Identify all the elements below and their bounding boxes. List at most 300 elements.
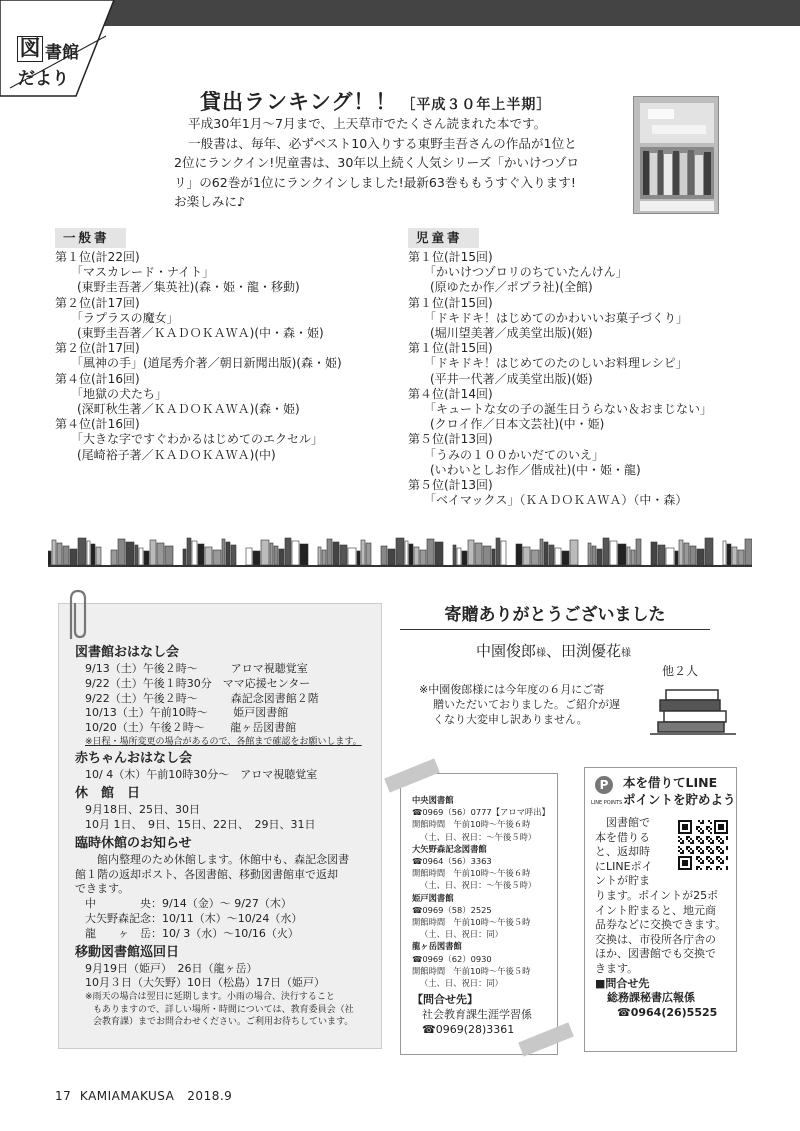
book-author: (堀川望美著／成美堂出版)(姫) bbox=[430, 326, 593, 341]
mobile-library-heading: 移動図書館巡回日 bbox=[75, 944, 180, 960]
qr-module bbox=[702, 840, 704, 842]
qr-module bbox=[722, 862, 724, 864]
qr-module bbox=[716, 838, 718, 840]
shelf-book bbox=[253, 551, 260, 565]
shelf-book bbox=[570, 540, 578, 565]
line-points-text: ントが貯ま bbox=[595, 874, 650, 888]
line-inquiry-department: 総務課秘書広報係 bbox=[607, 991, 695, 1005]
rank-label: 第１位(計15回) bbox=[408, 341, 493, 356]
line-points-box bbox=[584, 767, 737, 1052]
shelf-book bbox=[496, 538, 500, 565]
shelf-book bbox=[246, 548, 252, 565]
qr-module bbox=[708, 820, 710, 822]
donation-note bbox=[419, 682, 655, 727]
shelf-book bbox=[462, 551, 467, 565]
qr-module bbox=[696, 826, 698, 828]
book-display-photo bbox=[633, 96, 719, 214]
book-title: 「ドキドキ！はじめてのかわいいお菓子づくり」 bbox=[424, 310, 689, 325]
library-hours: 開館時間 午前10時〜午後５時 bbox=[412, 917, 531, 928]
shelf-book bbox=[555, 548, 561, 565]
qr-finder bbox=[682, 824, 688, 830]
intro-line: 一般書は、毎年、必ずベスト10入りする東野圭吾さんの作品が1位と bbox=[188, 135, 577, 151]
line-points-text: 本を借りる bbox=[595, 830, 650, 844]
storytime-row: 9/22（土）午後２時〜 森記念図書館２階 bbox=[85, 691, 319, 705]
qr-module bbox=[686, 846, 688, 848]
qr-module bbox=[698, 850, 700, 852]
qr-module bbox=[700, 838, 702, 840]
ranking-title bbox=[200, 86, 551, 116]
rank-label: 第２位(計17回) bbox=[55, 341, 140, 356]
library-hours-note: （土、日、祝日：同） bbox=[420, 978, 503, 989]
shelf-book bbox=[96, 547, 101, 565]
qr-module bbox=[700, 828, 702, 830]
shelf-book bbox=[684, 543, 689, 565]
shelf-book bbox=[118, 539, 125, 565]
qr-module bbox=[702, 842, 704, 844]
rank-label: 第１位(計15回) bbox=[408, 295, 493, 310]
shelf-book bbox=[91, 544, 95, 565]
qr-module bbox=[682, 842, 684, 844]
qr-module bbox=[718, 846, 720, 848]
shelf-book bbox=[261, 540, 269, 565]
qr-module bbox=[702, 850, 704, 852]
shelf-book bbox=[198, 544, 204, 565]
qr-module bbox=[726, 856, 728, 858]
shelf-book bbox=[333, 542, 339, 565]
list-item bbox=[55, 417, 385, 463]
qr-module bbox=[710, 832, 712, 834]
baby-storytime-row: 10/ 4（木）午前10時30分〜 アロマ視聴覚室 bbox=[85, 768, 318, 782]
qr-module bbox=[706, 848, 708, 850]
qr-module bbox=[710, 828, 712, 830]
rank-label: 第４位(計16回) bbox=[55, 371, 140, 386]
magazine-name: KAMIAMAKUSA bbox=[79, 1089, 175, 1103]
qr-module bbox=[696, 828, 698, 830]
qr-module bbox=[686, 838, 688, 840]
shelf-book bbox=[636, 539, 641, 565]
shelf-book bbox=[414, 547, 419, 565]
library-phone: ☎0964（56）3363 bbox=[412, 856, 492, 867]
list-item bbox=[55, 296, 385, 342]
shelf-book bbox=[57, 543, 62, 565]
inquiry-phone: ☎0969(28)3361 bbox=[422, 1023, 515, 1037]
book-author: (クロイ作／日本文芸社)(中・姫) bbox=[430, 417, 605, 432]
qr-module bbox=[680, 842, 682, 844]
shelf-book bbox=[48, 551, 51, 565]
qr-module bbox=[722, 860, 724, 862]
bookshelf-divider bbox=[48, 537, 752, 567]
qr-module bbox=[688, 850, 690, 852]
shelf-book bbox=[666, 548, 674, 565]
qr-module bbox=[698, 860, 700, 862]
qr-module bbox=[692, 850, 694, 852]
qr-module bbox=[696, 838, 698, 840]
intro-line: リ」の62巻が1位にランクインしました!最新63巻ももうすぐ入ります! bbox=[174, 174, 576, 190]
qr-module bbox=[688, 836, 690, 838]
temp-closure-heading: 臨時休館のお知らせ bbox=[75, 835, 192, 851]
shelf-book bbox=[631, 550, 635, 565]
qr-module bbox=[708, 840, 710, 842]
storytime-row: 10/13（土）午前10時〜 姫戸図書館 bbox=[85, 706, 289, 720]
mobile-library-note: 会教育課）までお問合わせください。ご利用お待ちしています。 bbox=[93, 1016, 354, 1027]
book-author: (平井一代著／成美堂出版)(姫) bbox=[430, 371, 593, 386]
qr-module bbox=[698, 840, 700, 842]
shelf-book bbox=[745, 539, 752, 565]
qr-module bbox=[702, 832, 704, 834]
shelf-book bbox=[270, 543, 273, 565]
list-item bbox=[55, 372, 385, 418]
shelf-book bbox=[205, 547, 212, 565]
qr-module bbox=[718, 860, 720, 862]
shelf-book bbox=[501, 541, 506, 565]
shelf-book bbox=[492, 549, 495, 565]
book-title: 「キュートな女の子の誕生日うらない＆おまじない」 bbox=[424, 402, 713, 417]
shelf-book bbox=[144, 551, 149, 565]
shelf-book bbox=[540, 539, 543, 565]
qr-module bbox=[700, 832, 702, 834]
line-points-icon: P bbox=[595, 776, 613, 794]
qr-module bbox=[726, 868, 728, 870]
shelf-book bbox=[292, 541, 299, 565]
shelf-book bbox=[675, 551, 678, 565]
closed-days-row: 10月 1日、 9日、15日、22日、 29日、31日 bbox=[85, 817, 316, 831]
qr-module bbox=[720, 852, 722, 854]
shelf-book bbox=[475, 543, 482, 565]
closed-days-row: 9月18日、25日、30日 bbox=[85, 803, 200, 817]
shelf-book bbox=[366, 543, 371, 565]
children-books-list bbox=[408, 250, 748, 508]
shelf-book bbox=[588, 543, 591, 565]
shelf-book bbox=[274, 546, 278, 565]
qr-module bbox=[706, 868, 708, 870]
library-name: 姫戸図書館 bbox=[412, 892, 454, 903]
qr-module bbox=[686, 848, 688, 850]
qr-module bbox=[698, 846, 700, 848]
qr-module bbox=[710, 852, 712, 854]
qr-module bbox=[690, 842, 692, 844]
paperclip-icon bbox=[63, 587, 91, 643]
qr-module bbox=[700, 858, 702, 860]
qr-module bbox=[680, 852, 682, 854]
intro-line: お楽しみに♪ bbox=[174, 194, 246, 209]
library-phone: ☎0969（56）0777【アロマ呼出】 bbox=[412, 807, 550, 818]
intro-line: 平成30年1月〜7月まで、上天草市でたくさん読まれた本です。 bbox=[188, 116, 547, 131]
qr-module bbox=[708, 866, 710, 868]
temp-closure-text: 館内整理のため休館します。休館中も、森記念図書 bbox=[97, 852, 350, 866]
qr-module bbox=[720, 862, 722, 864]
general-books-list bbox=[55, 250, 385, 463]
library-phone: ☎0969（62）0930 bbox=[412, 953, 492, 964]
qr-module bbox=[696, 868, 698, 870]
donor-name: 田渕優花 bbox=[561, 642, 622, 660]
qr-module bbox=[718, 856, 720, 858]
qr-module bbox=[726, 836, 728, 838]
shelf-book bbox=[348, 548, 356, 565]
library-contact bbox=[412, 843, 550, 892]
qr-module bbox=[702, 860, 704, 862]
library-hours-note: （土、日、祝日：〜午後５時） bbox=[420, 831, 537, 842]
line-points-text: ります。ポイントが25ポ bbox=[595, 889, 719, 902]
closed-days-heading: 休 館 日 bbox=[75, 786, 141, 802]
qr-module bbox=[722, 842, 724, 844]
book-display-image bbox=[634, 97, 719, 214]
book-title: 「大きな字ですぐわかるはじめてのエクセル」 bbox=[71, 432, 324, 447]
shelf-book bbox=[723, 541, 726, 565]
list-item bbox=[408, 250, 748, 296]
qr-module bbox=[712, 850, 714, 852]
shelf-book bbox=[157, 543, 164, 565]
list-item bbox=[408, 432, 748, 478]
qr-module bbox=[706, 828, 708, 830]
qr-module bbox=[722, 840, 724, 842]
list-item bbox=[408, 387, 748, 433]
list-item bbox=[408, 478, 748, 508]
shelf-book bbox=[409, 544, 413, 565]
line-points-text: 交換は、市役所各庁舎の bbox=[595, 932, 716, 946]
shelf-book bbox=[697, 549, 704, 565]
shelf-book bbox=[420, 550, 426, 565]
shelf-book bbox=[192, 541, 197, 565]
qr-module bbox=[716, 836, 718, 838]
shelf-book bbox=[300, 544, 308, 565]
qr-module bbox=[686, 836, 688, 838]
qr-module bbox=[702, 830, 704, 832]
library-hours: 開館時間 午前10時〜午後５時 bbox=[412, 965, 531, 976]
shelf-book bbox=[139, 548, 143, 565]
temp-closure-text: できます。 bbox=[75, 882, 130, 896]
line-points-body bbox=[595, 816, 675, 889]
qr-module bbox=[720, 838, 722, 840]
line-points-title-line: 本を借りてLINE bbox=[623, 775, 718, 790]
library-notices-panel bbox=[58, 603, 382, 1049]
qr-module bbox=[726, 846, 728, 848]
qr-module bbox=[726, 848, 728, 850]
shelf-book bbox=[63, 546, 69, 565]
qr-module bbox=[708, 826, 710, 828]
qr-module bbox=[712, 860, 714, 862]
qr-module bbox=[680, 838, 682, 840]
qr-module bbox=[710, 868, 712, 870]
qr-module bbox=[706, 836, 708, 838]
book-title: 「風神の手」(道尾秀介著／朝日新聞出版)(森・姫) bbox=[71, 356, 342, 371]
line-points-text: きます。 bbox=[595, 961, 639, 975]
qr-module bbox=[718, 836, 720, 838]
rank-label: 第４位(計14回) bbox=[408, 386, 493, 401]
qr-module bbox=[716, 858, 718, 860]
qr-module bbox=[720, 858, 722, 860]
library-hours-note: （土、日、祝日：同） bbox=[420, 929, 503, 940]
shelf-book bbox=[285, 538, 291, 565]
qr-module bbox=[712, 852, 714, 854]
qr-module bbox=[710, 862, 712, 864]
badge-kanji: 図 bbox=[17, 36, 43, 62]
qr-module bbox=[678, 840, 680, 842]
storytime-row: 9/22（土）午後１時30分 ママ応援センター bbox=[85, 676, 311, 690]
qr-module bbox=[706, 826, 708, 828]
storytime-note: ※日程・場所変更の場合があるので、各館まで確認をお願いします。 bbox=[85, 736, 362, 747]
qr-module bbox=[678, 846, 680, 848]
book-author: (東野圭吾著／ＫＡＤＯＫＡＷＡ)(中・森・姫) bbox=[77, 326, 324, 341]
qr-module bbox=[696, 856, 698, 858]
line-points-icon-label: LINE POINTS bbox=[591, 800, 623, 806]
header-band bbox=[0, 0, 800, 26]
donor-names: 中園俊郎様、田渕優花様 bbox=[476, 642, 632, 660]
shelf-book bbox=[396, 538, 404, 565]
list-item bbox=[408, 341, 748, 387]
qr-module bbox=[726, 858, 728, 860]
shelf-book bbox=[457, 548, 461, 565]
shelf-book bbox=[87, 541, 90, 565]
temp-closure-row: 龍 ヶ 岳：10/ 3（水）〜10/16（火） bbox=[85, 926, 299, 940]
qr-module bbox=[722, 850, 724, 852]
qr-module bbox=[698, 826, 700, 828]
list-item bbox=[55, 341, 385, 371]
donor-honorific: 様 bbox=[536, 648, 547, 659]
book-title: 「うみの１００かいだてのいえ」 bbox=[424, 447, 605, 462]
rank-label: 第５位(計13回) bbox=[408, 432, 493, 447]
qr-module bbox=[712, 842, 714, 844]
ranking-title-main: 貸出ランキング！！ bbox=[200, 90, 398, 114]
qr-module bbox=[678, 836, 680, 838]
qr-module bbox=[682, 840, 684, 842]
library-contact bbox=[412, 940, 550, 989]
mobile-library-row: 10月３日（大矢野）10日（松島）17日（姫戸） bbox=[85, 976, 325, 990]
rank-label: 第４位(計16回) bbox=[55, 417, 140, 432]
qr-module bbox=[696, 846, 698, 848]
qr-module bbox=[692, 842, 694, 844]
inquiry-title: 【問合せ先】 bbox=[412, 993, 478, 1007]
storytime-heading: 図書館おはなし会 bbox=[75, 645, 180, 660]
shelf-book bbox=[627, 547, 630, 565]
qr-module bbox=[700, 822, 702, 824]
shelf-book bbox=[361, 540, 365, 565]
qr-module bbox=[708, 846, 710, 848]
qr-module bbox=[726, 838, 728, 840]
qr-module bbox=[688, 846, 690, 848]
shelf-book bbox=[562, 551, 569, 565]
line-points-text: イント貯まると、地元商 bbox=[595, 903, 716, 917]
qr-module bbox=[678, 850, 680, 852]
qr-module bbox=[716, 866, 718, 868]
shelf-book bbox=[111, 550, 117, 565]
rank-label: 第１位(計22回) bbox=[55, 250, 140, 264]
shelf-book bbox=[705, 538, 713, 565]
library-name: 龍ヶ岳図書館 bbox=[412, 941, 462, 952]
shelf-book bbox=[279, 549, 284, 565]
shelf-book bbox=[679, 540, 683, 565]
mobile-library-note: ※雨天の場合は翌日に延期します。小雨の場合、決行すること bbox=[85, 992, 335, 1003]
qr-module bbox=[688, 840, 690, 842]
mobile-library-note: もありますので、詳しい場所・時間については、教育委員会（社 bbox=[93, 1004, 354, 1015]
shelf-book bbox=[610, 541, 617, 565]
book-title: 「ベイマックス」（ＫＡＤＯＫＡＷＡ）（中・森） bbox=[424, 493, 688, 508]
qr-module bbox=[706, 858, 708, 860]
book-author: (原ゆたか作／ポプラ社)(全館) bbox=[430, 280, 593, 295]
shelf-book bbox=[531, 550, 539, 565]
qr-module bbox=[700, 868, 702, 870]
qr-module bbox=[710, 822, 712, 824]
shelf-book bbox=[603, 538, 609, 565]
line-points-title-line: ポイントを貯めよう bbox=[623, 792, 736, 807]
qr-module bbox=[698, 820, 700, 822]
library-name: 大矢野森記念図書館 bbox=[412, 843, 487, 854]
shelf-book bbox=[618, 544, 626, 565]
book-title: 「ドキドキ！はじめてのたのしいお料理レシピ」 bbox=[424, 356, 688, 371]
line-points-body-wide bbox=[595, 889, 731, 1020]
qr-module bbox=[696, 836, 698, 838]
shelf-base bbox=[48, 565, 752, 567]
book-author: (東野圭吾著／集英社)(森・姫・龍・移動) bbox=[77, 280, 300, 295]
qr-module bbox=[716, 868, 718, 870]
issue-date: 2018.9 bbox=[187, 1089, 233, 1103]
shelf-book bbox=[222, 539, 225, 565]
donation-thanks-title: 寄贈ありがとうございました bbox=[400, 600, 710, 630]
library-phone: ☎0969（58）2525 bbox=[412, 904, 492, 915]
ranking-intro bbox=[174, 114, 626, 212]
shelf-book bbox=[231, 545, 236, 565]
shelf-book bbox=[516, 544, 522, 565]
qr-module bbox=[698, 836, 700, 838]
shelf-book bbox=[318, 547, 321, 565]
shelf-book bbox=[183, 549, 186, 565]
qr-module bbox=[692, 840, 694, 842]
qr-module bbox=[708, 860, 710, 862]
library-hours-note: （土、日、祝日：〜午後５時） bbox=[420, 880, 537, 891]
qr-module bbox=[698, 866, 700, 868]
shelf-book bbox=[468, 540, 474, 565]
qr-module bbox=[708, 856, 710, 858]
qr-module bbox=[718, 866, 720, 868]
qr-module bbox=[722, 852, 724, 854]
shelf-book bbox=[427, 539, 434, 565]
shelf-book bbox=[226, 542, 230, 565]
temp-closure-text: 館１階の返却ポスト、各図書館、移動図書館車で返却 bbox=[75, 867, 339, 881]
library-contact bbox=[412, 794, 550, 843]
shelf-book bbox=[150, 540, 156, 565]
shelf-book bbox=[187, 538, 191, 565]
qr-module bbox=[718, 840, 720, 842]
qr-module bbox=[700, 852, 702, 854]
general-books-label: 一般書 bbox=[55, 228, 126, 248]
shelf-book bbox=[381, 546, 387, 565]
shelf-book bbox=[327, 539, 332, 565]
rank-label: 第５位(計13回) bbox=[408, 478, 493, 493]
qr-module bbox=[706, 866, 708, 868]
shelf-book bbox=[70, 549, 77, 565]
library-contacts-box bbox=[400, 773, 558, 1055]
shelf-book bbox=[453, 545, 456, 565]
rank-label: 第２位(計17回) bbox=[55, 295, 140, 310]
qr-module bbox=[712, 862, 714, 864]
qr-module bbox=[690, 848, 692, 850]
line-points-text: 品券などに交換できます。 bbox=[595, 918, 727, 932]
qr-module bbox=[702, 862, 704, 864]
library-contact bbox=[412, 892, 550, 941]
shelf-book bbox=[549, 545, 554, 565]
storytime-row: 9/13（土）午後２時〜 アロマ視聴覚室 bbox=[85, 662, 308, 675]
shelf-book bbox=[483, 546, 491, 565]
line-points-text: と、返却時 bbox=[595, 845, 650, 859]
line-inquiry-phone: ☎0964(26)5525 bbox=[617, 1005, 718, 1019]
shelf-book bbox=[592, 546, 596, 565]
book-title: 「ラプラスの魔女」 bbox=[71, 310, 179, 325]
book-author: (いわいとしお作／偕成社)(中・姫・龍) bbox=[430, 462, 641, 477]
qr-module bbox=[716, 856, 718, 858]
donor-honorific: 様 bbox=[621, 648, 632, 659]
shelf-book bbox=[126, 542, 134, 565]
qr-module bbox=[710, 838, 712, 840]
shelf-book bbox=[213, 550, 221, 565]
